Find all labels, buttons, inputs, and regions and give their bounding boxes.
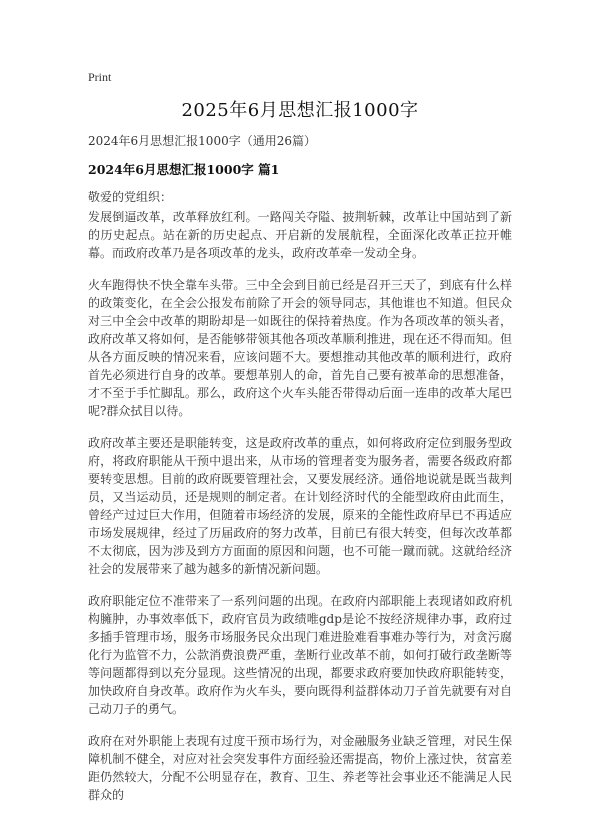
paragraph-3: 政府改革主要还是职能转变，这是政府改革的重点，如何将政府定位到服务型政府，将政府职能从干预中退出来，从市场的管理者变为服务者，需要各级政府都要转变思想。目前的政府既要管理社会，又要发展经济。通俗地说就是既当裁判员，又当运动员，还是规则的制定者。在计划经济时代的全能型政府由此而生，曾经产过过巨大作用，但随着市场经济的发展，原来的全能性政府早已不再适应市场发展规律，经过了历届政府的努力改革，目前已有很大转变，但每次改革都不太彻底，因为涉及到方方面面的原因和问题，也不可能一蹴而就。这就给经济社会的发展带来了越为越多的新情况新问题。 <box>88 436 512 576</box>
paragraph-2: 火车跑得快不快全靠车头带。三中全会到目前已经是召开三天了，到底有什么样的政策变化，在全会公报发布前除了开会的领导同志，其他谁也不知道。但民众对三中全会中改革的期盼却是一如既往的保持着热度。作为各项改革的领头者，政府改革又将如何，是否能够带领其他各项改革顺利推进，现在还不得而知。但从各方面反映的情况来看，应该问题不大。要想推动其他改革的顺利进行，政府首先必须进行自身的改革。要想革别人的命，首先自己要有被革命的思想准备，才不至于手忙脚乱。那么，政府这个火车头能否带得动后面一连串的改革大尾巴呢?群众拭目以待。 <box>88 278 512 418</box>
document-subtitle: 2024年6月思想汇报1000字（通用26篇） <box>88 134 316 148</box>
paragraph-1: 发展倒逼改革，改革释放红利。一路闯关夺隘、披荆斩棘，改革让中国站到了新的历史起点。站在新的历史起点、开启新的发展航程，全面深化改革正拉开帷幕。而政府改革乃是各项改革的龙头，政府改革牵一发动全身。 <box>88 210 512 260</box>
print-label[interactable]: Print <box>88 70 112 84</box>
greeting-line: 敬爱的党组织： <box>88 190 173 204</box>
section-heading: 2024年6月思想汇报1000字 篇1 <box>88 162 280 177</box>
document-body <box>88 208 512 818</box>
paragraph-4: 政府职能定位不准带来了一系列问题的出现。在政府内部职能上表现诸如政府机构臃肿，办事效率低下，政府官员为政绩唯gdp是论不按经济规律办事，政府过多插手管理市场，服务市场服务民众出现门难进脸难看事难办等行为，对贪污腐化行为监管不力，公款消费浪费严重，垄断行业改革不前，如何打破行政垄断等等问题都得到以充分显现。这些情况的出现，都要求政府要加快政府职能转变，加快政府自身改革。政府作为火车头，要向既得利益群体动刀子首先就要有对自己动刀子的勇气。 <box>88 594 512 716</box>
document-title: 2025年6月思想汇报1000字 <box>181 100 419 121</box>
paragraph-5: 政府在对外职能上表现有过度干预市场行为，对金融服务业缺乏管理，对民生保障机制不健全，对应对社会突发事件方面经验还需提高，物价上涨过快，贫富差距仍然较大，分配不公明显存在，教育、卫生、养老等社会事业还不能满足人民群众的 <box>88 734 512 802</box>
